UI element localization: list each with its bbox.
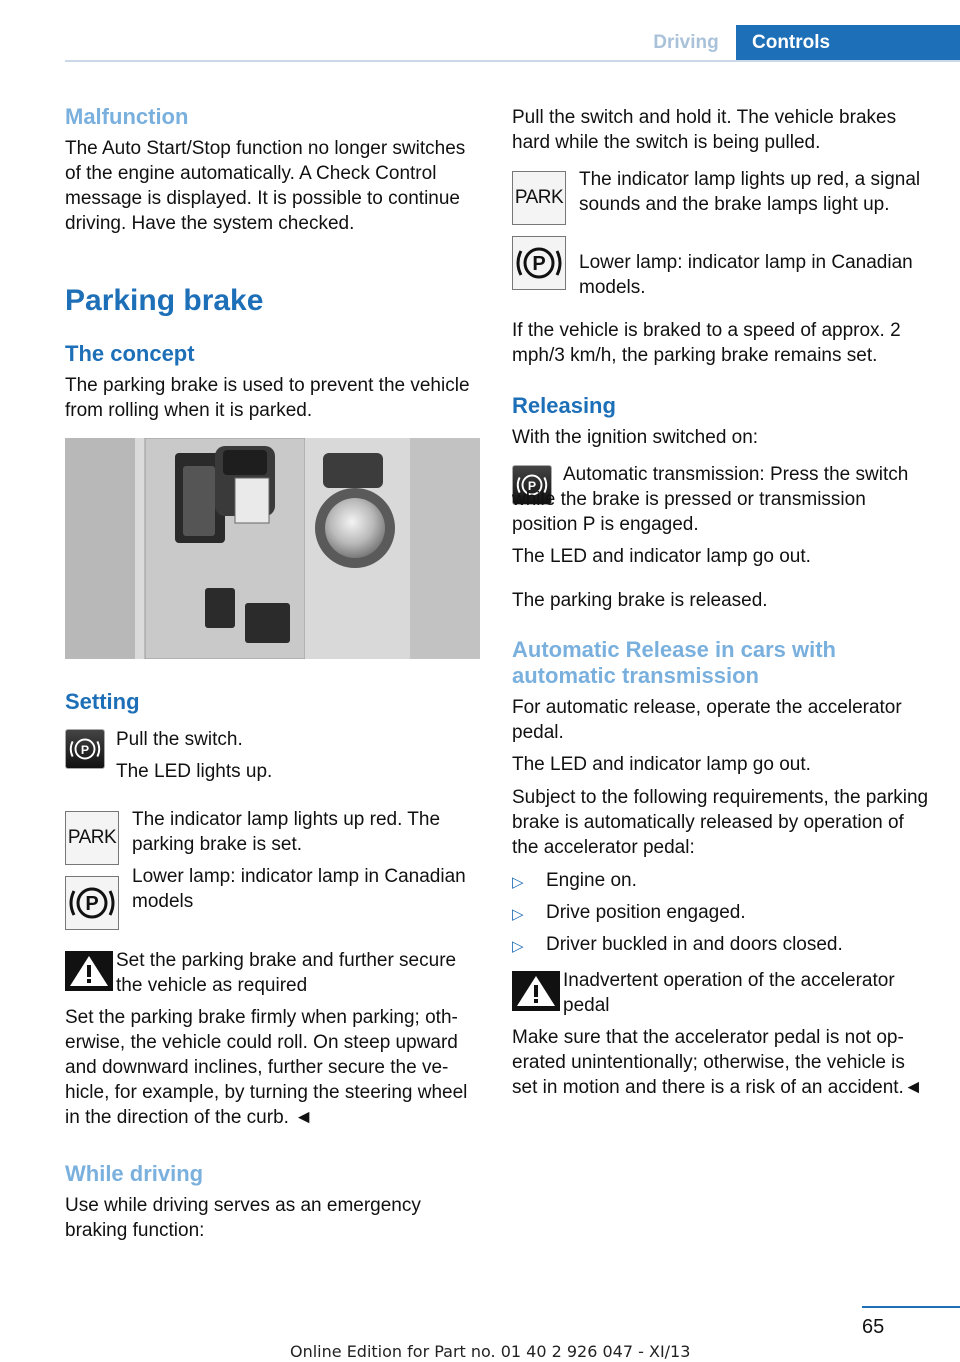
park-indicator-icon: PARK (65, 811, 119, 865)
canadian-p-indicator-icon (512, 236, 566, 290)
setting-pull: Pull the switch. (116, 729, 243, 750)
left-warning-title: Set the parking brake and further secure the vehicle as required (116, 950, 457, 996)
page-number: 65 (862, 1316, 885, 1338)
svg-text:P: P (532, 253, 546, 275)
footer-rule (862, 1306, 960, 1308)
requirements-text: Subject to the following requirements, the parking brake is automatically released by operation of the accelerator pedal: (512, 787, 929, 858)
svg-text:P: P (527, 478, 537, 493)
malfunction-body: The Auto Start/Stop function no longer switches of the engine automatically. A Check Control message is displayed. It is possible to continue driving. Have the system checked. (65, 138, 466, 234)
park-indicator-icon: PARK (512, 171, 566, 225)
malfunction-title: Malfunction (65, 104, 189, 129)
auto-release-section (512, 637, 930, 745)
braked-speed-text: If the vehicle is braked to a speed of approx. 2 mph/3 km/h, the parking brake remains set. (512, 320, 901, 366)
auto-release-body: For automatic release, operate the accelerator pedal. (512, 697, 902, 743)
list-item: Drive position engaged. (546, 902, 746, 923)
list-item: Engine on. (546, 870, 637, 891)
canadian-p-indicator-icon (65, 876, 119, 930)
led-out-1: The LED and indicator lamp go out. (512, 546, 811, 567)
svg-text:P: P (85, 893, 99, 915)
malfunction-section (65, 104, 480, 236)
warning-icon (65, 951, 113, 991)
concept-body: The parking brake is used to prevent the vehicle from rolling when it is parked. (65, 375, 470, 421)
released-text: The parking brake is released. (512, 590, 768, 611)
svg-text:P: P (80, 742, 90, 757)
header-rule (65, 60, 960, 62)
setting-park-text: The indicator lamp lights up red. The parking brake is set. (132, 809, 441, 855)
setting-led: The LED lights up. (116, 761, 273, 782)
concept-section (65, 341, 480, 423)
right-lower-lamp: Lower lamp: indicator lamp in Canadian models. (579, 252, 913, 298)
bullet-marker: ▷ (512, 938, 524, 955)
setting-lower-lamp: Lower lamp: indicator lamp in Canadian models (132, 866, 466, 912)
setting-title: Setting (65, 689, 140, 714)
footer-edition: Online Edition for Part no. 01 40 2 926 047 - XI/13 (290, 1342, 691, 1361)
right-warning-body: Make sure that the accelerator pedal is not operated unintentionally; otherwise, the vehicle is set in motion and there is a risk of an accident.◄ (512, 1027, 923, 1098)
releasing-title: Releasing (512, 393, 616, 418)
right-warning-title: Inadvertent operation of the accelerator pedal (563, 970, 895, 1016)
pull-hold-text: Pull the switch and hold it. The vehicle brakes hard while the switch is being pulled. (512, 107, 897, 153)
list-item: Driver buckled in and doors closed. (546, 934, 843, 955)
while-driving-section (65, 1161, 480, 1243)
releasing-section (512, 393, 930, 450)
ignition-on-text: With the ignition switched on: (512, 427, 759, 448)
bullet-marker: ▷ (512, 906, 524, 923)
led-out-2: The LED and indicator lamp go out. (512, 754, 811, 775)
while-driving-title: While driving (65, 1161, 204, 1186)
auto-trans-press-text: Automatic transmission: Press the switch while the brake is pressed or transmission position P is engaged. (512, 464, 909, 535)
indicator-red-text: The indicator lamp lights up red, a signal sounds and the brake lamps light up. (579, 169, 921, 215)
concept-title: The concept (65, 341, 195, 366)
warning-icon (512, 971, 560, 1011)
left-warning-body: Set the parking brake firmly when parking; otherwise, the vehicle could roll. On steep upward and downward inclines, further secure the vehicle, for example, by turning the steering wheel in the direction of the curb. ◄ (65, 1007, 468, 1128)
tab-controls[interactable]: Controls (736, 25, 960, 61)
center-console-photo (65, 438, 480, 659)
parking-brake-switch-icon (65, 729, 105, 769)
tab-driving[interactable]: Driving (653, 32, 719, 53)
bullet-marker: ▷ (512, 874, 524, 891)
parking-brake-title: Parking brake (65, 284, 264, 317)
auto-release-title: Automatic Release in cars with automatic transmission (512, 637, 836, 688)
while-driving-body: Use while driving serves as an emergency braking function: (65, 1195, 421, 1241)
